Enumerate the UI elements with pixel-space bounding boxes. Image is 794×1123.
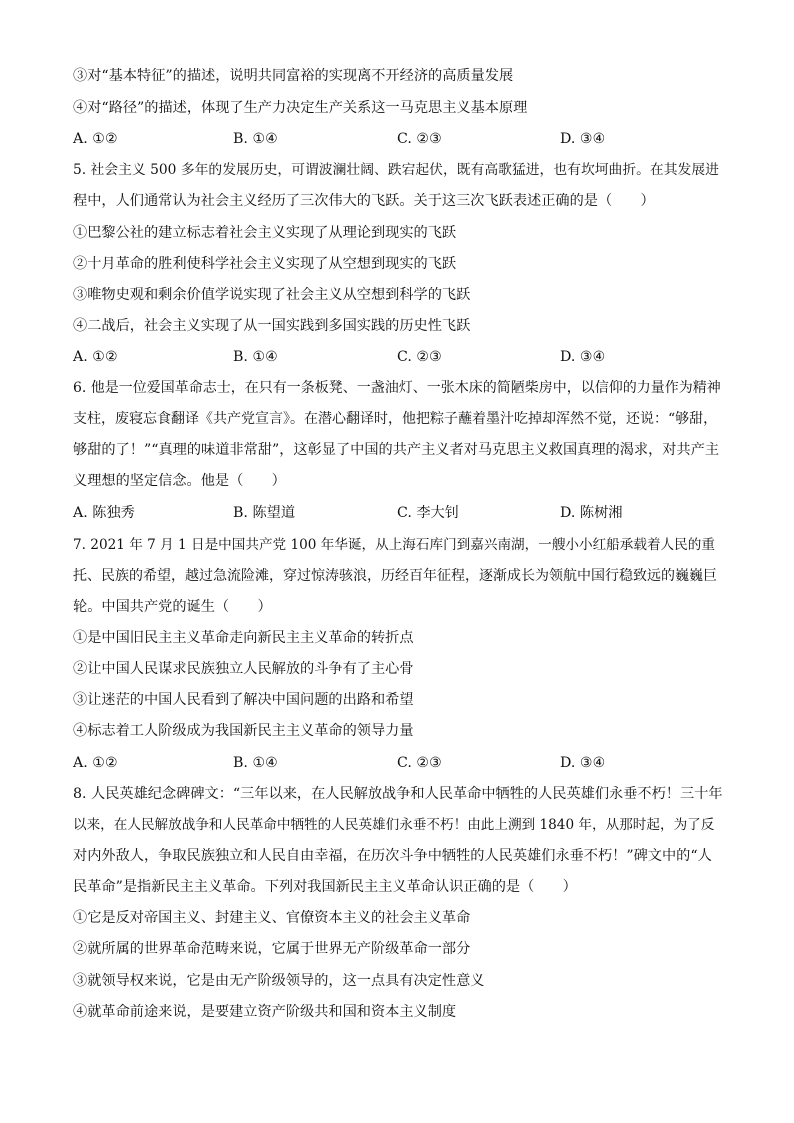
q5-option-d: D. ③④ [560,349,606,365]
q7-stem-line-3: 轮。中国共产党的诞生（ ） [73,599,272,615]
q5-statement-3: ③唯物史观和剩余价值学说实现了社会主义从空想到科学的飞跃 [73,287,471,303]
q7-statement-1: ①是中国旧民主主义革命走向新民主主义革命的转折点 [73,630,414,646]
q8-statement-2: ②就所属的世界革命范畴来说，它属于世界无产阶级革命一部分 [73,941,471,957]
q7-options [73,753,723,773]
q6-option-a: A. 陈独秀 [73,505,135,521]
q5-option-a: A. ①② [73,349,118,365]
q5-options [73,347,723,367]
q6-option-c: C. 李大钊 [397,505,459,521]
q6-options [73,503,723,523]
q7-stem-line-1: 7. 2021 年 7 月 1 日是中国共产党 100 年华诞，从上海石库门到嘉兴南湖，一艘小小红船承载着人民的重 [73,537,715,553]
q5-option-c: C. ②③ [397,349,442,365]
q7-option-a: A. ①② [73,755,118,771]
q6-option-b: B. 陈望道 [233,505,296,521]
q7-option-c: C. ②③ [397,755,442,771]
q8-statement-1: ①它是反对帝国主义、封建主义、官僚资本主义的社会主义革命 [73,910,471,926]
q7-statement-3: ③让迷茫的中国人民看到了解决中国问题的出路和希望 [73,692,414,708]
q7-statement-2: ②让中国人民谋求民族独立人民解放的斗争有了主心骨 [73,661,414,677]
q7-option-b: B. ①④ [233,755,278,771]
q4-option-b: B. ①④ [233,131,278,147]
q6-stem-line-3: 够甜的了！”“真理的味道非常甜”，这彰显了中国的共产主义者对马克思主义救国真理的渴求，对共产主 [73,442,720,458]
q8-stem-line-2: 以来，在人民解放战争和人民革命中牺牲的人民英雄们永垂不朽！由此上溯到 1840 年，从那时起，为了反 [73,817,715,833]
q7-option-d: D. ③④ [560,755,606,771]
q8-stem-line-3: 对内外敌人，争取民族独立和人民自由幸福，在历次斗争中牺牲的人民英雄们永垂不朽！”碑文中的“人 [73,848,712,864]
q6-stem-line-2: 支柱，废寝忘食翻译《共产党宣言》。在潜心翻译时，他把粽子蘸着墨汁吃掉却浑然不觉，还说：“够甜， [73,411,718,427]
q4-statement-4: ④对“路径”的描述，体现了生产力决定生产关系这一马克思主义基本原理 [73,100,528,116]
q8-stem-line-4: 民革命”是指新民主主义革命。下列对我国新民主主义革命认识正确的是（ ） [73,879,577,895]
q8-stem-line-1: 8. 人民英雄纪念碑碑文：“三年以来，在人民解放战争和人民革命中牺牲的人民英雄们永垂不朽！三十年 [73,786,723,802]
q8-statement-4: ④就革命前途来说，是要建立资产阶级共和国和资本主义制度 [73,1004,457,1020]
q4-options [73,129,723,149]
q4-option-c: C. ②③ [397,131,442,147]
q7-statement-4: ④标志着工人阶级成为我国新民主主义革命的领导力量 [73,723,414,739]
q4-option-d: D. ③④ [560,131,606,147]
q7-stem-line-2: 托、民族的希望，越过急流险滩，穿过惊涛骇浪，历经百年征程，逐渐成长为领航中国行稳致远的巍巍巨 [73,568,717,584]
q4-option-a: A. ①② [73,131,118,147]
q4-statement-3: ③对“基本特征”的描述，说明共同富裕的实现离不开经济的高质量发展 [73,68,514,84]
q5-statement-2: ②十月革命的胜利使科学社会主义实现了从空想到现实的飞跃 [73,256,457,272]
q5-option-b: B. ①④ [233,349,278,365]
q8-statement-3: ③就领导权来说，它是由无产阶级领导的，这一点具有决定性意义 [73,973,485,989]
q5-stem-line-2: 程中，人们通常认为社会主义经历了三次伟大的飞跃。关于这三次飞跃表述正确的是（ ） [73,193,655,209]
q6-option-d: D. 陈树湘 [560,505,623,521]
q5-statement-4: ④二战后，社会主义实现了从一国实践到多国实践的历史性飞跃 [73,318,471,334]
q5-stem-line-1: 5. 社会主义 500 多年的发展历史，可谓波澜壮阔、跌宕起伏，既有高歌猛进，也有坎坷曲折。在其发展进 [73,162,719,178]
q6-stem-line-4: 义理想的坚定信念。他是（ ） [73,473,286,489]
q6-stem-line-1: 6. 他是一位爱国革命志士，在只有一条板凳、一盏油灯、一张木床的简陋柴房中，以信仰的力量作为精神 [73,380,721,396]
q5-statement-1: ①巴黎公社的建立标志着社会主义实现了从理论到现实的飞跃 [73,225,457,241]
